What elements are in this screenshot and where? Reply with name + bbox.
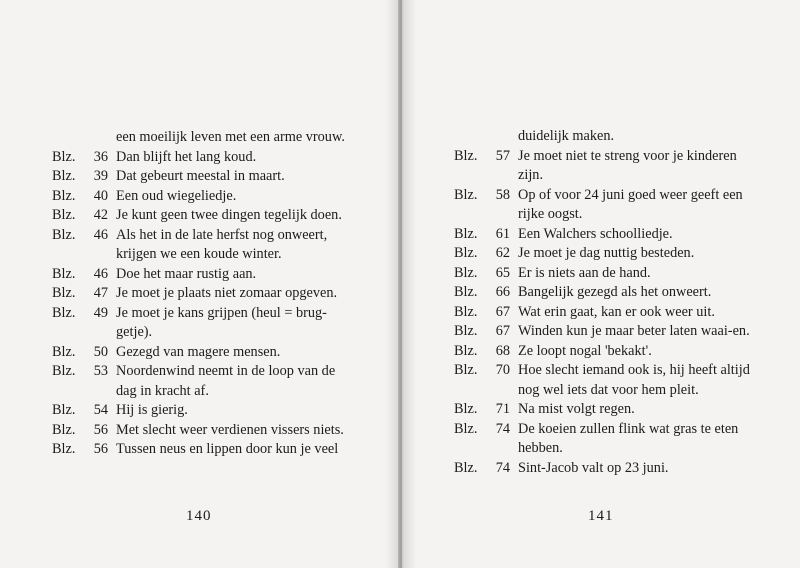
page-ref-number: 71 bbox=[495, 401, 510, 417]
page-number: 141 bbox=[588, 508, 614, 524]
list-item bbox=[454, 303, 754, 323]
page-ref-number: 74 bbox=[495, 459, 510, 476]
page-ref-number: 36 bbox=[93, 148, 108, 165]
blz-label: Blz. bbox=[454, 264, 478, 281]
blz-label: Blz. bbox=[52, 343, 76, 360]
entry-text: Je moet je plaats niet zomaar opgeven. bbox=[116, 285, 338, 301]
page-ref-number: 39 bbox=[93, 168, 108, 184]
entry-text: Hoe slecht iemand ook is, hij heeft altijd nog wel iets dat voor hem pleit. bbox=[518, 362, 750, 398]
list-item bbox=[52, 284, 352, 304]
page-ref-number: 57 bbox=[495, 147, 510, 164]
entry-text: Wat erin gaat, kan er ook weer uit. bbox=[518, 303, 715, 320]
blz-label: Blz. bbox=[454, 225, 478, 242]
page-ref-number: 67 bbox=[495, 323, 510, 339]
left-entry-list bbox=[52, 128, 352, 460]
entry-text: Je moet niet te streng voor je kinderen zijn. bbox=[518, 147, 737, 183]
entry-text: Een Walchers schoolliedje. bbox=[518, 225, 673, 242]
page-ref-number: 68 bbox=[495, 342, 510, 359]
blz-label: Blz. bbox=[454, 401, 478, 417]
entry-text: Ze loopt nogal 'bekakt'. bbox=[518, 342, 652, 359]
entry-text: duidelijk maken. bbox=[518, 128, 615, 144]
entry-text: Er is niets aan de hand. bbox=[518, 264, 651, 281]
entry-text: een moeilijk leven met een arme vrouw. bbox=[116, 129, 345, 145]
entry-text: Doe het maar rustig aan. bbox=[116, 265, 257, 282]
list-item bbox=[52, 128, 352, 148]
blz-label: Blz. bbox=[52, 363, 76, 379]
list-item bbox=[454, 283, 754, 303]
blz-label: Blz. bbox=[454, 303, 478, 320]
list-item bbox=[454, 361, 754, 400]
list-item bbox=[52, 148, 352, 168]
right-page bbox=[402, 0, 800, 568]
entry-text: Dan blijft het lang koud. bbox=[116, 148, 257, 165]
page-number: 140 bbox=[186, 508, 212, 524]
blz-label: Blz. bbox=[454, 420, 478, 437]
blz-label: Blz. bbox=[454, 459, 478, 476]
entry-text: Als het in de late herfst nog onweert, krijgen we een koude winter. bbox=[116, 226, 328, 262]
page-ref-number: 46 bbox=[93, 226, 108, 243]
list-item bbox=[454, 420, 754, 459]
list-item bbox=[52, 362, 352, 401]
blz-label: Blz. bbox=[52, 168, 76, 184]
blz-label: Blz. bbox=[454, 147, 478, 164]
entry-text: Op of voor 24 juni goed weer geeft een rijke oogst. bbox=[518, 186, 743, 222]
page-ref-number: 46 bbox=[93, 265, 108, 282]
blz-label: Blz. bbox=[52, 285, 76, 301]
page-ref-number: 56 bbox=[93, 421, 108, 438]
list-item bbox=[454, 342, 754, 362]
entry-text: Een oud wiegeliedje. bbox=[116, 187, 237, 204]
entry-text: Na mist volgt regen. bbox=[518, 401, 635, 417]
blz-label: Blz. bbox=[454, 284, 478, 300]
page-ref-number: 50 bbox=[93, 343, 108, 360]
blz-label: Blz. bbox=[52, 226, 76, 243]
blz-label: Blz. bbox=[454, 342, 478, 359]
entry-text: De koeien zullen flink wat gras te eten hebben. bbox=[518, 420, 739, 456]
list-item bbox=[52, 187, 352, 207]
entry-text: Tussen neus en lippen door kun je veel bbox=[116, 441, 339, 457]
page-ref-number: 54 bbox=[93, 402, 108, 418]
list-item bbox=[52, 421, 352, 441]
page-ref-number: 42 bbox=[93, 207, 108, 223]
book-spine bbox=[386, 0, 416, 568]
page-ref-number: 61 bbox=[495, 225, 510, 242]
page-ref-number: 67 bbox=[495, 303, 510, 320]
entry-text: Met slecht weer verdienen vissers niets. bbox=[116, 421, 344, 438]
page-ref-number: 49 bbox=[93, 304, 108, 321]
list-item bbox=[52, 401, 352, 421]
page-ref-number: 66 bbox=[495, 284, 510, 300]
entry-text: Bangelijk gezegd als het onweert. bbox=[518, 284, 712, 300]
list-item bbox=[454, 459, 754, 479]
page-ref-number: 53 bbox=[93, 363, 108, 379]
blz-label: Blz. bbox=[454, 362, 478, 378]
list-item bbox=[454, 400, 754, 420]
list-item bbox=[52, 206, 352, 226]
blz-label: Blz. bbox=[454, 245, 478, 261]
list-item bbox=[52, 226, 352, 265]
page-ref-number: 62 bbox=[495, 245, 510, 261]
list-item bbox=[52, 440, 352, 460]
list-item bbox=[52, 167, 352, 187]
entry-text: Je moet je kans grijpen (heul = brug-getje). bbox=[116, 304, 327, 340]
page-ref-number: 65 bbox=[495, 264, 510, 281]
blz-label: Blz. bbox=[52, 441, 76, 457]
left-page bbox=[0, 0, 398, 568]
page-ref-number: 56 bbox=[93, 441, 108, 457]
page-ref-number: 47 bbox=[93, 285, 108, 301]
entry-text: Sint-Jacob valt op 23 juni. bbox=[518, 459, 669, 476]
list-item bbox=[454, 225, 754, 245]
blz-label: Blz. bbox=[454, 323, 478, 339]
list-item bbox=[454, 147, 754, 186]
entry-text: Je kunt geen twee dingen tegelijk doen. bbox=[116, 207, 342, 223]
blz-label: Blz. bbox=[52, 207, 76, 223]
entry-text: Hij is gierig. bbox=[116, 402, 188, 418]
blz-label: Blz. bbox=[52, 402, 76, 418]
entry-text: Gezegd van magere mensen. bbox=[116, 343, 281, 360]
list-item bbox=[454, 264, 754, 284]
page-ref-number: 74 bbox=[495, 420, 510, 437]
entry-text: Je moet je dag nuttig besteden. bbox=[518, 245, 695, 261]
blz-label: Blz. bbox=[52, 304, 76, 321]
blz-label: Blz. bbox=[52, 421, 76, 438]
list-item bbox=[454, 186, 754, 225]
blz-label: Blz. bbox=[52, 265, 76, 282]
entry-text: Dat gebeurt meestal in maart. bbox=[116, 168, 285, 184]
list-item bbox=[454, 127, 754, 147]
blz-label: Blz. bbox=[52, 148, 76, 165]
page-ref-number: 70 bbox=[495, 362, 510, 378]
list-item bbox=[454, 244, 754, 264]
right-entry-list bbox=[454, 127, 754, 478]
page-ref-number: 40 bbox=[93, 187, 108, 204]
list-item bbox=[52, 304, 352, 343]
list-item bbox=[454, 322, 754, 342]
list-item bbox=[52, 265, 352, 285]
list-item bbox=[52, 343, 352, 363]
page-ref-number: 58 bbox=[495, 186, 510, 203]
blz-label: Blz. bbox=[52, 187, 76, 204]
blz-label: Blz. bbox=[454, 186, 478, 203]
entry-text: Noordenwind neemt in de loop van de dag in kracht af. bbox=[116, 363, 336, 399]
entry-text: Winden kun je maar beter laten waai-en. bbox=[518, 323, 750, 339]
